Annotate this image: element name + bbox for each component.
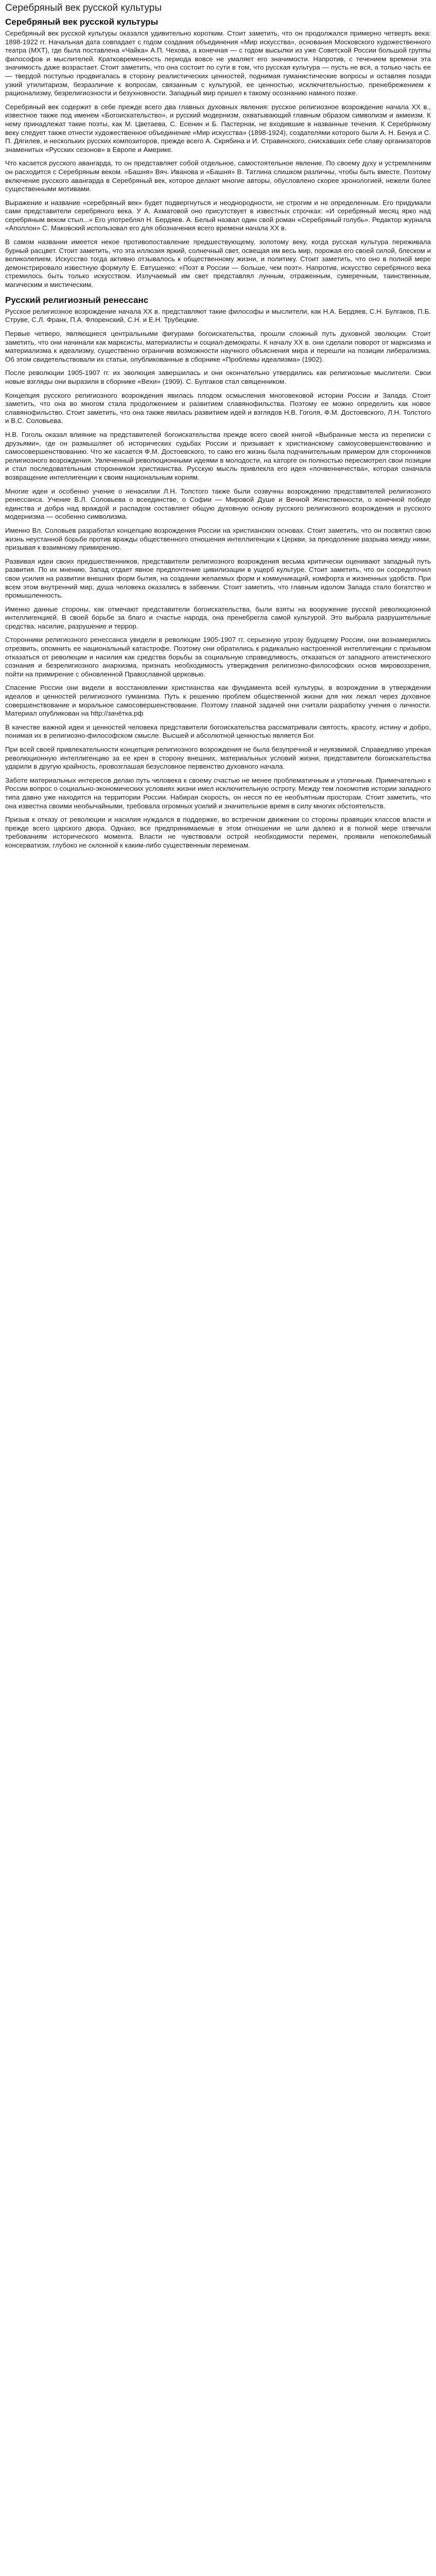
paragraph: Заботе материальных интересов делаю путь человека к своему счастью не менее проблематичным и утопичным. Примечательно к России вопрос о социально-экономических условиях жизни имел исключительную остроту. Между тем локомотив истории западного типа давно уже находится на территории России. Набирая скорость, он несся по ее необъятным просторам. Стоит заметить, что она известна своими необычайными, требовала огромных усилий и значительное время в силу многих обстоятельств. [5,776,431,810]
paragraph: Развивая идеи своих предшественников, представители религиозного возрождения весьма критически оценивают западный путь развития. По их мнению, Запад отдает явное предпочтение цивилизации в ущерб культуре. Стоит заметить, что он сосредоточил свои усилия на развитии внешних форм бытия, на создании желаемых форм и коммуникаций, комфорта и жизненных удобств. При всем этом внутренний мир, душа человека оказались в забвении. Стоит заметить, что главным идолом Запада стало богатство и промышленность. [5,557,431,600]
paragraph: Первые четверо, являющиеся центральными фигурами богоискательства, прошли сложный путь духовной эволюции. Стоит заметить, что они начинали как марксисты, материалисты и социал-демократы. К началу ХХ в. они сделали поворот от марксизма и материализма к идеализму, существенно ограничив возможности научного объяснения мира и перешли на позиции либерализма. Об этом свидетельствовали их статьи, опубликованные в сборнике «Проблемы идеализма» (1902). [5,330,431,363]
paragraph: В качестве важной идеи и ценностей человека представители богоискательства рассматривали святость, красоту, истину и добро, понимая их в религиозно-философском смысле. Высшей и абсолютной ценностью является Бог. [5,723,431,740]
paragraph: Именно данные стороны, как отмечают представители богоискательства, были взяты на вооружение русской революционной интеллигенцией. В своей борьбе за благо и счастье народа, она пренебрегла самой культурой. Это выбрала разрушительные средства, насилие, разрушение и террор. [5,605,431,630]
paragraph: Концепция русского религиозного возрождения явилась плодом осмысления многовековой истории России и Запада. Стоит заметить, что она во многом стала продолжением и развитием славянофильства. Поэтому ее можно определить как новое славянофильство. Стоит заметить, что она также явилась развитием идей и взглядов Н.В. Гоголя, Ф.М. Достоевского, Л.Н. Толстого и В.С. Соловьева. [5,391,431,425]
paragraph: Именно Вл. Соловьев разработал концепцию возрождения России на христианских основах. Стоит заметить, что он посвятил свою жизнь неустанной борьбе против вражды общественного отношения интеллигенции к Церкви, за преодоление разрыва между ними, призывая к взаимному примирению. [5,526,431,552]
paragraph: Что касается русского авангарда, то он представляет собой отдельное, самостоятельное явление. По своему духу и устремлениям он расходится с Серебряным веком. «Башня» Вяч. Иванова и «Башня» В. Татлина слишком различны, чтобы быть вместе. Поэтому включение русского авангарда в Серебряный век, которое делают многие авторы, обусловлено скорее хронологией, нежели более существенными мотивами. [5,159,431,193]
paragraph: При всей своей привлекательности концепция религиозного возрождения не была безупречной и неуязвимой. Справедливо упрекая революционную интеллигенцию за ее крен в сторону внешних, материальных условий жизни, представители богоискательства ударили в другую крайность, провозглашая безусловное первенство духовного начала. [5,745,431,771]
article-page [0,0,436,860]
paragraph: В самом названии имеется некое противопоставление предшествующему, золотому веку, когда русская культура переживала бурный расцвет. Стоит заметить, что эта иллюзия яркий, солнечный свет, освещая им весь мир, порожая его своей силой, блеском и великолепием. Искусство тогда активно отзывалось к общественному жизни, и политику. Стоит заметить, что оно в полной мере демонстрировало известную формулу Е. Евтушенко: «Поэт в России — больше, чем поэт». Напротив, искусство серебряного века стремилось быть только искусством. Излучаемый им свет представлял лунным, отраженным, сумеречным, таинственным, магическим и мистическим. [5,238,431,289]
paragraph: Сторонники религиозного ренессанса увидели в революции 1905-1907 гг. серьезную угрозу будущему России, они вознамерились отрезвить, опомнить ее национальный катастрофе. Поэтому они обратились к радикально настроенной интеллигенции с призывом отказаться от революции и насилия как средства борьбы за социальную справедливость, отказаться от западного атеистического сознания и безрелигиозного анархизма, признать необходимость утверждения религиозно-философских основ мировоззрения, пойти на примирение с обновленной Православной церковью. [5,636,431,678]
page-title: Серебряный век русской культуры [5,3,162,13]
paragraph: Русское религиозное возрождение начала ХХ в. представляют такие философы и мыслители, как Н.А. Бердяев, С.Н. Булгаков, П.Б. Струве, С.Л. Франк, П.А. Флоренский, С.Н. и Е.Н. Трубецкие. [5,307,431,324]
paragraph: Серебряный век содержит в себе прежде всего два главных духовных явления: русское религиозное возрождение начала ХХ в., известное также под именем «Богоискательство», и русский модернизм, охватывающий главным образом символизм и акмеизм. К нему принадлежат такие поэты, как М. Цветаева, С. Есенин и Б. Пастернак, не входившие в названные течения. К Серебряному веку следует также отнести художественное объединение «Мир искусства» (1898-1924), создателями которого были А. Н. Бенуа и С. П. Дягилев, и нескольких русских композиторов, прежде всего А. Скрябина и И. Стравинского, снискавших себе славу организаторов знаменитых «Русских сезонов» в Европе и Америке. [5,103,431,154]
paragraph: Серебряный век русской культуры оказался удивительно коротким. Стоит заметить, что он продолжался примерно четверть века: 1898-1922 гг. Начальная дата совпадает с годом создания объединения «Мир искусства», основания Московского художественного театра (МХТ), где была поставлена «Чайка» А.П. Чехова, а конечная — с годом высылки из уже Советской России большой группы философов и мыслителей. Кратковременность периода вовсе не умаляет его значимости. Напротив, с течением времени эта значимость даже возрастает. Стоит заметить, что она состоит по сути в том, что русская культура — пусть не вся, а только часть ее — твердой поступью продвигалась в сторону реалистических ценностей, поднимая гуманистические вопросы и оставляя позади узкий утилитаризм, безразличие к вопросам, связанным с культурой, ее ценностью, исключительностью, пренебрежением к рационализму, безрелигиозности и безухновности. Западный мир пришел к такому осознанию намного позже. [5,29,431,97]
paragraph: Н.В. Гоголь оказал влияние на представителей богоискательства прежде всего своей книгой «Выбранные места из переписки с друзьями», где он размышляет об исторических судьбах России и призывает к христианскому самоусовершенствованию и самосовершенствованию. Что же касается Ф.М. Достоевского, то само его жизнь была подчинительным примером для сторонников религиозного возрождения. Увлеченный революционными идеями в молодости, на каторге он полностью пересмотрел свои позиции и стал последовательным сторонником христианства. Русскую мысль привлекла его идея «почвенничества», которая означала возвращение интеллигенции к своим национальным корням. [5,431,431,481]
paragraph: Многие идеи и особенно учение о ненасилии Л.Н. Толстого также были созвучны возрождению представителей религиозного ренессанса. Учение В.Л. Соловьева о всеединстве, о Софии — Мировой Душе и Вечной Женственности, о конечной победе единства и добра над враждой и распадом составляет общую духовную основу русского религиозного возрождения и русского модернизма — особенно символизма. [5,487,431,521]
paragraph: Выражение и название «серебряный век» будет подвергнуться и неоднородности, не строгим и не определенным. Его придумали сами представители серебряного века. У А. Ахматовой оно присутствует в известных строчках: «И серебряный месяц ярко над серебряным веком стыл...» Его употреблял Н. Бердяев. А. Белый назвал один свой роман «Серебряный голубь». Редактор журнала «Аполлон» С. Маковский использовал его для обозначения всего времени начала ХХ в. [5,198,431,232]
paragraph: Спасение России они видели в восстановлении христианства как фундамента всей культуры, в возрождении в утверждении идеалов и ценностей религиозного гуманизма. Путь к решению проблем общественной жизни для них лежал через духовное совершенствование и моральное самосовершенствование. Поэтому главной задачей они считали разработку учения о личности. Материал опубликован на http://зачётка.рф [5,684,431,718]
paragraph: Призыв к отказу от революции и насилия нуждался в поддержке, во встречном движении со стороны правящих классов власти и прежде всего царского двора. Однако, все предпринимаемые в этом отношении не шли далеко и в полной мере отвечали требованиям исторического момента. Власти не чувствовали острой необходимости перемен, проявили непоколебимый консерватизм, глубоко не склонной к каким-либо существенным переменам. [5,816,431,849]
paragraph: После революции 1905-1907 гг. их эволюция завершилась и они окончательно утвердились как религиозные мыслители. Свои новые взгляды они выразили в сборнике «Вехи» (1909). С. Булгаков стал священником. [5,369,431,386]
article-body [5,16,431,850]
section-heading: Русский религиозный ренессанс [5,295,149,305]
section-heading: Серебряный век русской культуры [5,16,159,27]
